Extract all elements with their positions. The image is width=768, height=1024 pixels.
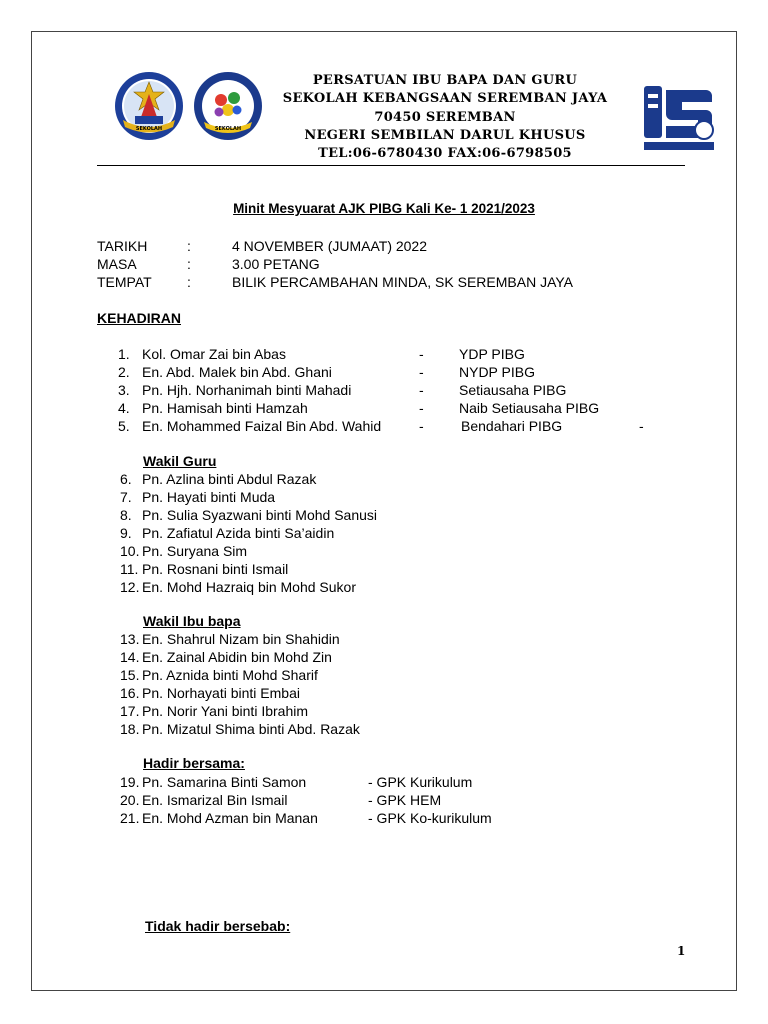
row-number: 4. <box>118 400 130 416</box>
member-role: - GPK HEM <box>368 792 442 808</box>
member-name: Pn. Aznida binti Mohd Sharif <box>142 667 318 683</box>
member-role: NYDP PIBG <box>459 364 535 380</box>
row-number: 2. <box>118 364 130 380</box>
row-number: 8. <box>120 507 132 523</box>
member-role: - GPK Kurikulum <box>368 774 473 790</box>
member-name: Pn. Hjh. Norhanimah binti Mahadi <box>142 382 352 398</box>
letterhead-line: PERSATUAN IBU BAPA DAN GURU <box>312 73 578 88</box>
also-present-heading: Hadir bersama: <box>143 755 245 771</box>
member-name: Pn. Rosnani binti Ismail <box>142 561 289 577</box>
row-number: 6. <box>120 471 132 487</box>
member-name: Pn. Azlina binti Abdul Razak <box>142 471 317 487</box>
row-number: 7. <box>120 489 132 505</box>
member-name: Pn. Hayati binti Muda <box>142 489 276 505</box>
letterhead-line: 70450 SEREMBAN <box>374 109 516 125</box>
member-name: En. Mohd Azman bin Manan <box>142 810 318 826</box>
row-number: 12. <box>120 579 140 595</box>
pibg-emblem-icon <box>192 70 264 142</box>
member-name: Pn. Sulia Syazwani binti Mohd Sanusi <box>142 507 378 523</box>
row-number: 5. <box>118 418 130 434</box>
row-extra-dash: - <box>639 418 644 434</box>
member-name: Pn. Norhayati binti Embai <box>142 685 300 701</box>
crest-banner-text: SEKOLAH <box>135 126 163 132</box>
member-name: Pn. Hamisah binti Hamzah <box>142 400 308 416</box>
letterhead-line: NEGERI SEMBILAN DARUL KHUSUS <box>304 127 586 143</box>
meta-colon: : <box>187 256 191 272</box>
meta-colon: : <box>187 238 191 254</box>
meta-label: MASA <box>97 256 137 272</box>
member-name: En. Shahrul Nizam bin Shahidin <box>142 631 340 647</box>
letterhead-line: SEKOLAH KEBANGSAAN SEREMBAN JAYA <box>282 91 608 107</box>
pibg-banner-text: SEKOLAH <box>214 126 242 132</box>
row-number: 14. <box>120 649 140 665</box>
school-letterhead <box>270 72 620 163</box>
row-dash: - <box>419 418 424 434</box>
member-name: En. Zainal Abidin bin Mohd Zin <box>142 649 332 665</box>
member-role: YDP PIBG <box>459 346 525 362</box>
member-role: Naib Setiausaha PIBG <box>459 400 600 416</box>
member-name: En. Abd. Malek bin Abd. Ghani <box>142 364 332 380</box>
row-number: 18. <box>120 721 140 737</box>
attendance-heading: KEHADIRAN <box>97 310 181 326</box>
header-divider <box>97 165 685 166</box>
meta-value: 3.00 PETANG <box>232 256 320 272</box>
document-title: Minit Mesyuarat AJK PIBG Kali Ke- 1 2021/2023 <box>233 201 535 216</box>
absent-with-apology-heading: Tidak hadir bersebab: <box>145 918 291 934</box>
row-number: 16. <box>120 685 140 701</box>
member-name: Pn. Norir Yani binti Ibrahim <box>142 703 308 719</box>
row-number: 11. <box>120 561 139 577</box>
row-number: 19. <box>120 774 140 790</box>
row-number: 1. <box>118 346 130 362</box>
member-name: En. Ismarizal Bin Ismail <box>142 792 288 808</box>
member-role: - GPK Ko-kurikulum <box>368 810 492 826</box>
row-number: 17. <box>120 703 140 719</box>
member-name: En. Mohammed Faizal Bin Abd. Wahid <box>142 418 382 434</box>
row-dash: - <box>419 400 424 416</box>
row-dash: - <box>419 382 424 398</box>
member-name: Pn. Zafiatul Azida binti Sa’aidin <box>142 525 335 541</box>
member-name: Pn. Suryana Sim <box>142 543 248 559</box>
row-number: 13. <box>120 631 140 647</box>
row-number: 10. <box>120 543 140 559</box>
parent-reps-heading: Wakil Ibu bapa <box>143 613 241 629</box>
meta-value: 4 NOVEMBER (JUMAAT) 2022 <box>232 238 428 254</box>
member-name: Kol. Omar Zai bin Abas <box>142 346 286 362</box>
letterhead-line: TEL:06-6780430 FAX:06-6798505 <box>318 146 572 162</box>
ts25-logo-icon <box>640 80 718 154</box>
member-name: Pn. Mizatul Shima binti Abd. Razak <box>142 721 360 737</box>
row-number: 20. <box>120 792 140 808</box>
page-border <box>31 31 737 991</box>
row-dash: - <box>419 346 424 362</box>
page-number: 1 <box>677 944 686 958</box>
row-dash: - <box>419 364 424 380</box>
row-number: 21. <box>120 810 140 826</box>
meta-colon: : <box>187 274 191 290</box>
meta-label: TEMPAT <box>97 274 152 290</box>
member-name: En. Mohd Hazraiq bin Mohd Sukor <box>142 579 356 595</box>
meta-label: TARIKH <box>97 238 148 254</box>
row-number: 3. <box>118 382 130 398</box>
row-number: 9. <box>120 525 132 541</box>
meta-value: BILIK PERCAMBAHAN MINDA, SK SEREMBAN JAYA <box>232 274 574 290</box>
teacher-reps-heading: Wakil Guru <box>143 453 217 469</box>
member-role: Bendahari PIBG <box>461 418 563 434</box>
school-crest-icon <box>113 70 185 142</box>
row-number: 15. <box>120 667 140 683</box>
member-role: Setiausaha PIBG <box>459 382 567 398</box>
member-name: Pn. Samarina Binti Samon <box>142 774 307 790</box>
